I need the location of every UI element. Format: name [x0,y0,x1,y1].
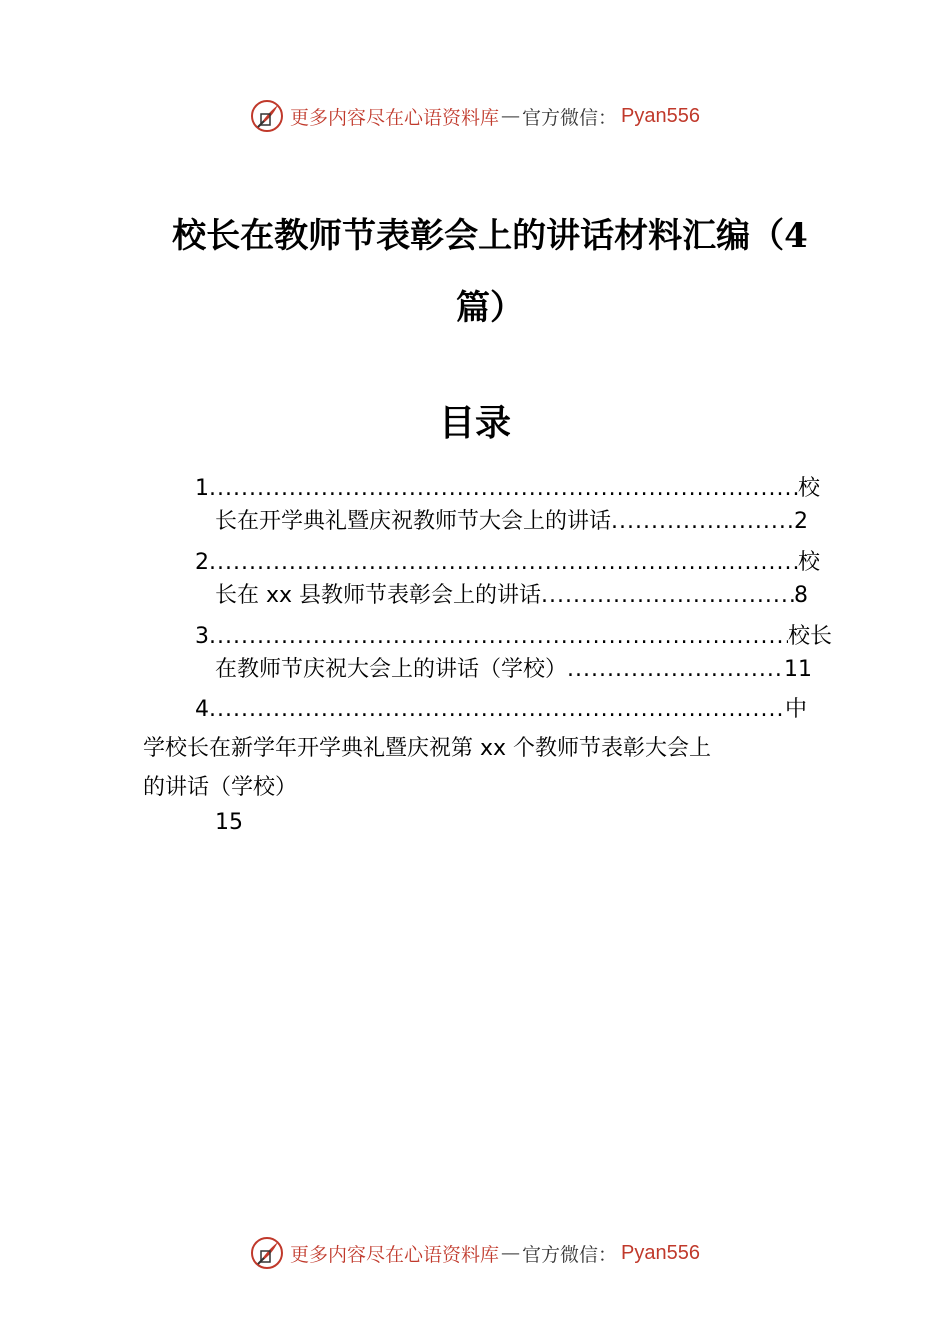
toc-entry-number: 3 [195,624,209,649]
feather-pen-logo-icon [250,1236,284,1270]
toc-page-number[interactable]: 15 [215,810,243,835]
toc-heading: 目录 [438,402,511,444]
toc-leader-dots [541,579,794,613]
toc-leader-dots [209,546,798,580]
toc-entry-text: 在教师节庆祝大会上的讲话（学校） [215,657,568,682]
toc-entry-2-line1[interactable] [195,546,820,580]
banner-text: 更多内容尽在心语资料库 [290,1243,500,1266]
toc-entry-3-line1[interactable] [195,620,832,654]
toc-entry-number: 2 [195,550,209,575]
toc-leader-dots [209,693,785,727]
toc-entry-4-line3[interactable]: 的讲话（学校） [143,775,298,800]
toc-entry-number: 4 [195,697,209,722]
toc-entry-4-line1[interactable] [195,693,807,727]
toc-entry-3-line2[interactable] [215,653,812,687]
toc-entry-text: 校 [797,550,820,575]
toc-entry-text: 中 [784,697,807,722]
toc-page-number: 8 [794,583,808,608]
banner-wechat-id: Pyan556 [621,1241,700,1264]
feather-pen-logo-icon [250,99,284,133]
toc-entry-text: 长在 xx 县教师节表彰会上的讲话 [215,583,542,608]
toc-entry-1-line1[interactable] [195,472,820,506]
toc-leader-dots [209,472,798,506]
toc-page-number: 11 [784,657,812,682]
banner-wechat-label: 官方微信： [522,1243,618,1266]
toc-entry-text: 校长 [787,624,832,649]
toc-entry-number: 1 [195,476,209,501]
banner-separator: — [501,105,521,127]
banner-wechat-id: Pyan556 [621,104,700,127]
toc-entry-text: 校 [797,476,820,501]
toc-entry-text: 长在开学典礼暨庆祝教师节大会上的讲话 [215,509,612,534]
toc-entry-1-line2[interactable] [215,505,808,539]
banner-separator: — [501,1242,521,1264]
toc-leader-dots [209,620,788,654]
footer-banner [0,1231,950,1275]
toc-leader-dots [611,505,794,539]
header-banner [0,94,950,138]
banner-wechat-label: 官方微信： [522,106,618,129]
toc-page-number: 2 [794,509,808,534]
document-title: 校长在教师节表彰会上的讲话材料汇编（4篇） [172,216,808,328]
toc-leader-dots [567,653,784,687]
toc-entry-4-line2[interactable]: 学校长在新学年开学典礼暨庆祝第 xx 个教师节表彰大会上 [143,736,712,761]
banner-text: 更多内容尽在心语资料库 [290,106,500,129]
toc-entry-2-line2[interactable] [215,579,808,613]
